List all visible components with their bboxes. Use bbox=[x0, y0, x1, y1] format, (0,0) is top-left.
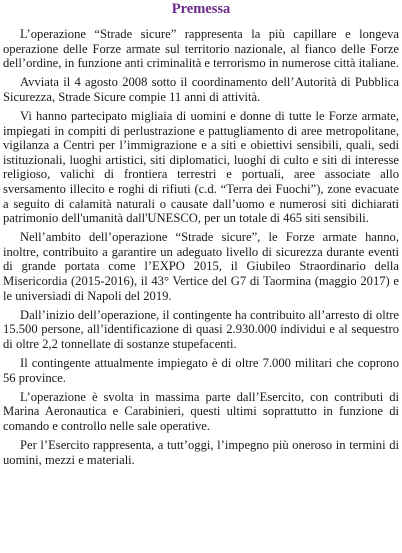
paragraph-start-date: Avviata il 4 agosto 2008 sotto il coordinamento dell’Autorità di Pubblica Sicurezza, Strade Sicure compie 11 anni di attività. bbox=[3, 75, 399, 104]
document-page bbox=[3, 0, 399, 553]
paragraph-intro: L’operazione “Strade sicure” rappresenta la più capillare e longeva operazione delle Forze armate sul territorio nazionale, al fianco delle Forze dell’ordine, in funzione anti criminalità e terrorismo in numerose città italiane. bbox=[3, 27, 399, 71]
document-body bbox=[3, 27, 399, 467]
paragraph-army: Per l’Esercito rappresenta, a tutt’oggi, l’impegno più oneroso in termini di uomini, mezzi e materiali. bbox=[3, 437, 399, 467]
paragraph-participants: Vi hanno partecipato migliaia di uomini e donne di tutte le Forze armate, impiegati in compiti di perlustrazione e pattugliamento di aree metropolitane, vigilanza a Centri per l’immigrazione e a siti e obiettivi sensibili, quali, sedi istituzionali, luoghi artistici, siti diplomatici, luoghi di culto e siti di interesse religioso, valichi di frontiera terrestri e portuali, aree associate allo sversamento illecito e roghi di rifiuti (c.d. “Terra dei Fuochi”), zone evacuate a seguito di calamità naturali o causate dall’uomo e numerosi siti dichiarati patrimonio dell'umanità dall'UNESCO, per un totale di 465 siti sensibili. bbox=[3, 108, 399, 226]
paragraph-results: Dall’inizio dell’operazione, il contingente ha contribuito all’arresto di oltre 15.500 persone, all’identificazione di quasi 2.930.000 individui e al sequestro di oltre 2,2 tonnellate di sostanze stupefacenti. bbox=[3, 307, 399, 351]
page-title: Premessa bbox=[171, 1, 231, 17]
paragraph-forces: L’operazione è svolta in massima parte dall’Esercito, con contributi di Marina Aeronautica e Carabinieri, questi ultimi soprattutto in funzione di comando e controllo nelle sale operative. bbox=[3, 389, 399, 433]
paragraph-contingent: Il contingente attualmente impiegato è di oltre 7.000 militari che coprono 56 province. bbox=[3, 355, 399, 385]
paragraph-events: Nell’ambito dell’operazione “Strade sicure”, le Forze armate hanno, inoltre, contribuito a garantire un adeguato livello di sicurezza durante eventi di grande portata come l’EXPO 2015, il Giubileo Straordinario della Misericordia (2015-2016), il 43° Vertice del G7 di Taormina (maggio 2017) e le universiadi di Napoli del 2019. bbox=[3, 230, 399, 303]
